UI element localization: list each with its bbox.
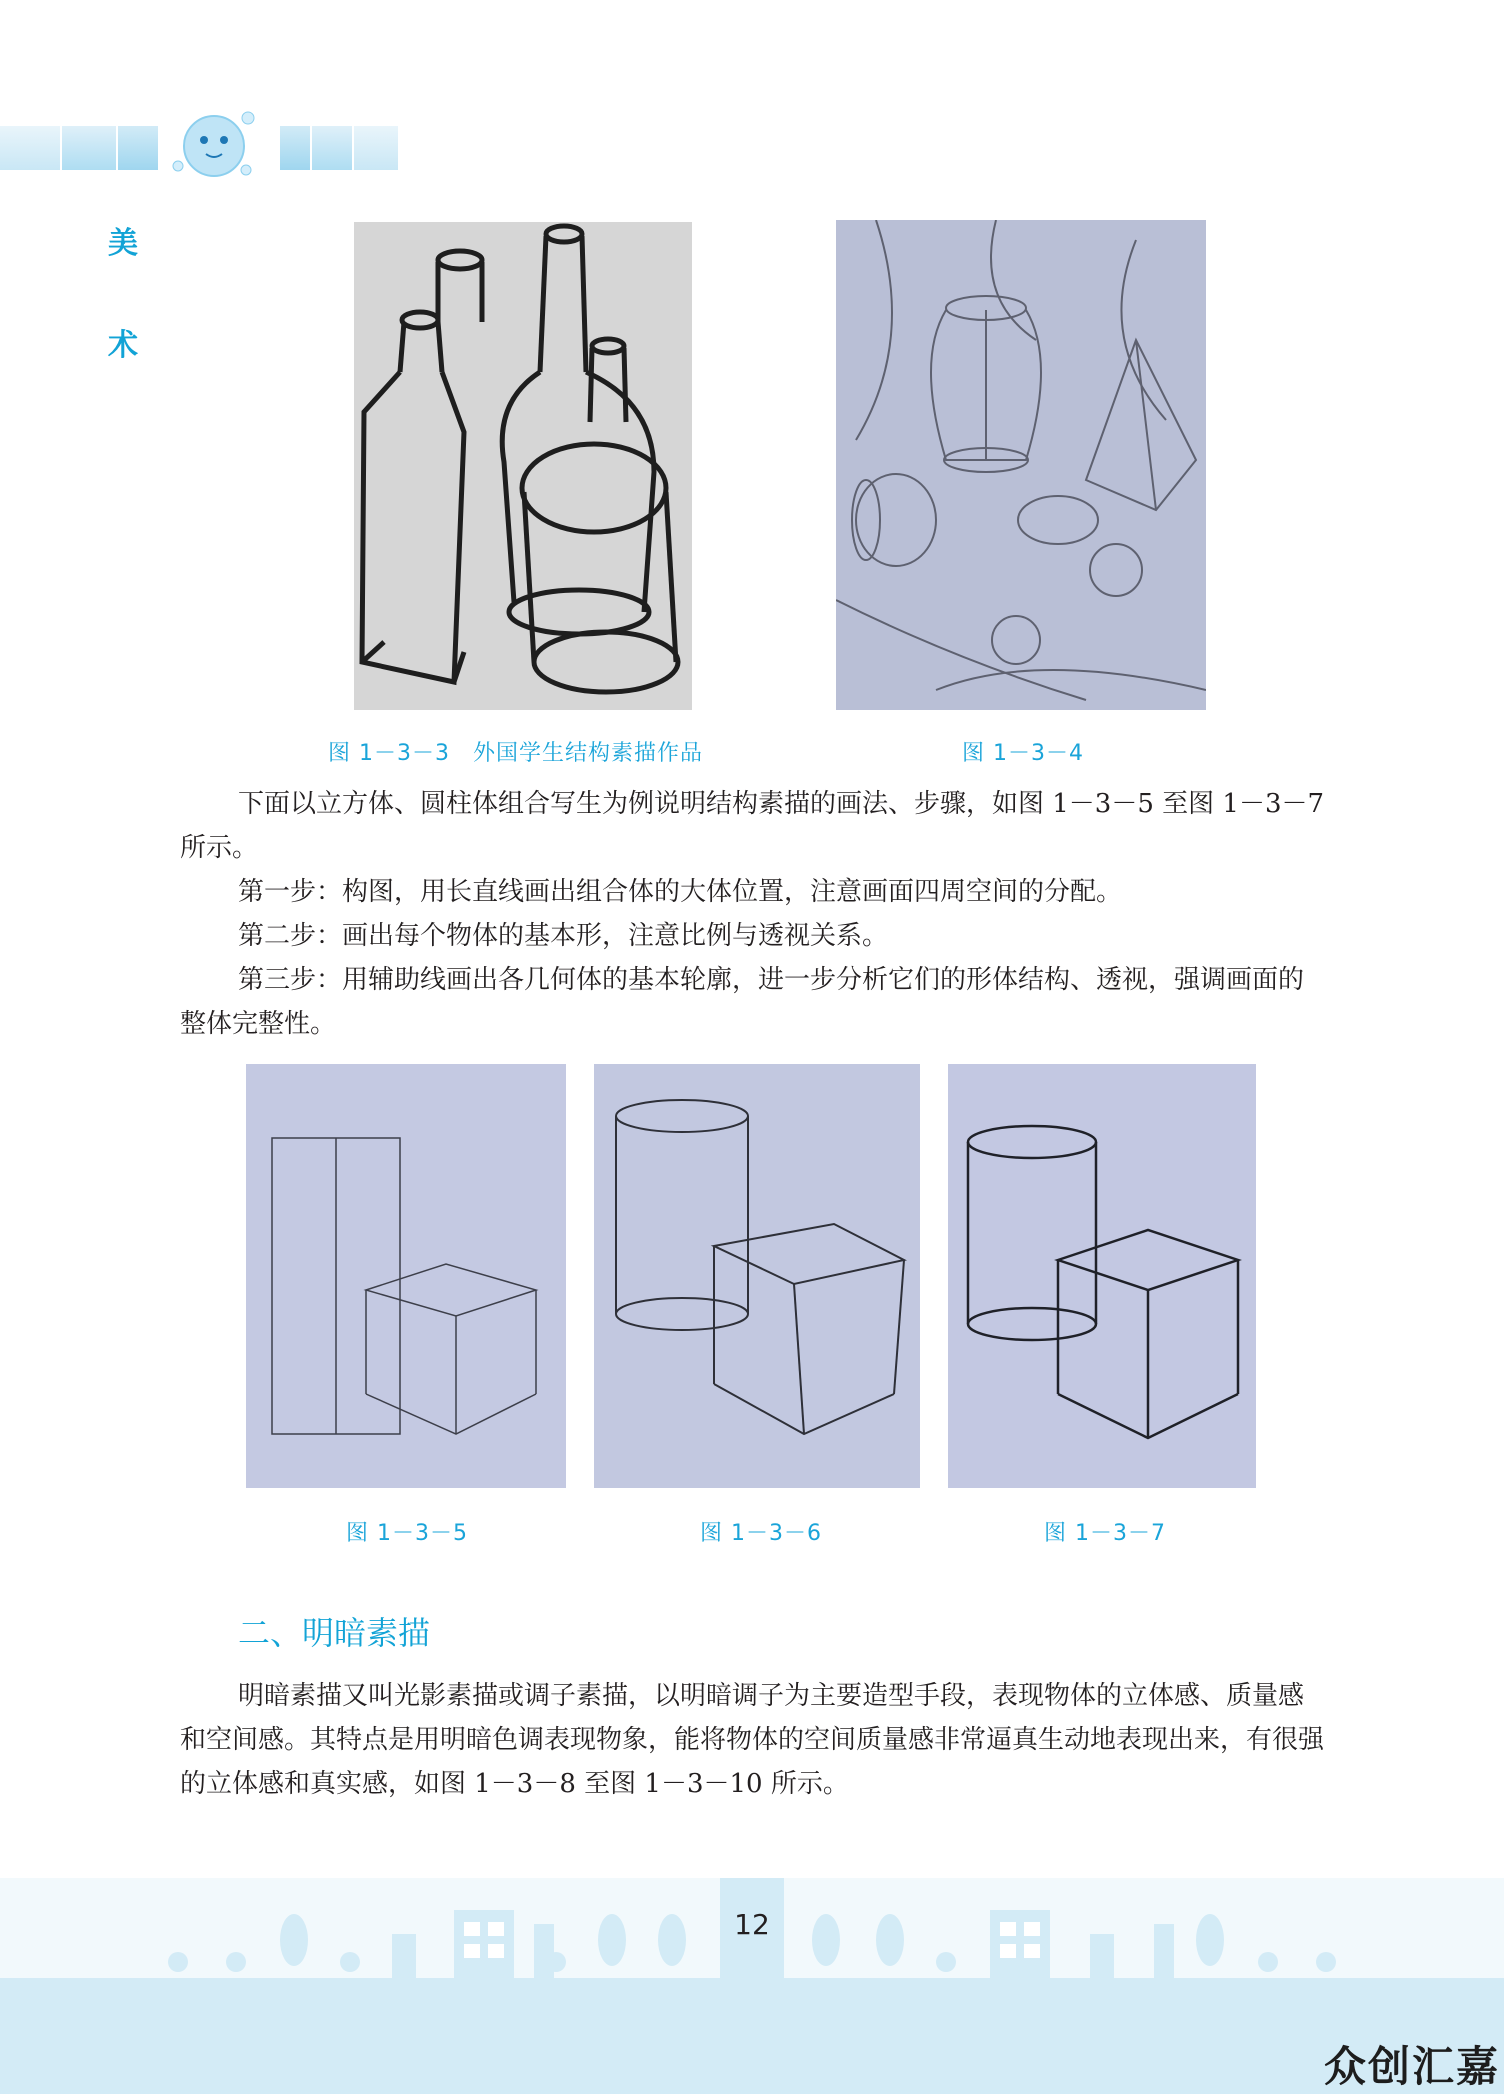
figure-still-life-drawing bbox=[836, 220, 1206, 710]
subject-label-char-2: 术 bbox=[108, 328, 138, 363]
figure-bottles-drawing bbox=[354, 222, 692, 710]
subject-label-char-1: 美 bbox=[108, 226, 138, 261]
figure-caption: 图 1－3－7 bbox=[1044, 1521, 1166, 1546]
page-number: 12 bbox=[734, 1908, 770, 1941]
watermark-logo: 众创汇嘉 bbox=[1323, 2042, 1500, 2091]
figure-step3-drawing bbox=[948, 1064, 1256, 1488]
mascot-icon bbox=[158, 96, 278, 186]
figure-caption: 图 1－3－5 bbox=[346, 1521, 468, 1546]
figure-caption: 图 1－3－6 bbox=[700, 1521, 822, 1546]
figure-caption: 图 1－3－4 bbox=[962, 741, 1084, 766]
paragraph: 明暗素描又叫光影素描或调子素描，以明暗调子为主要造型手段，表现物体的立体感、质量感和空间感。其特点是用明暗色调表现物象，能将物体的空间质量感非常逼真生动地表现出来，有很强的立体感和真实感，如图 1－3－8 至图 1－3－10 所示。 bbox=[180, 1681, 1325, 1799]
paragraph: 第三步：用辅助线画出各几何体的基本轮廓，进一步分析它们的形体结构、透视，强调画面的整体完整性。 bbox=[180, 965, 1305, 1039]
section-title: 二、明暗素描 bbox=[238, 1614, 431, 1652]
figure-step2-drawing bbox=[594, 1064, 920, 1488]
paragraph: 下面以立方体、圆柱体组合写生为例说明结构素描的画法、步骤，如图 1－3－5 至图 1－3－7 所示。 bbox=[180, 789, 1325, 863]
paragraph: 第二步：画出每个物体的基本形，注意比例与透视关系。 bbox=[238, 921, 889, 951]
figure-step1-drawing bbox=[246, 1064, 566, 1488]
paragraph: 第一步：构图，用长直线画出组合体的大体位置，注意画面四周空间的分配。 bbox=[238, 877, 1123, 907]
figure-caption: 图 1－3－3 外国学生结构素描作品 bbox=[328, 741, 703, 766]
